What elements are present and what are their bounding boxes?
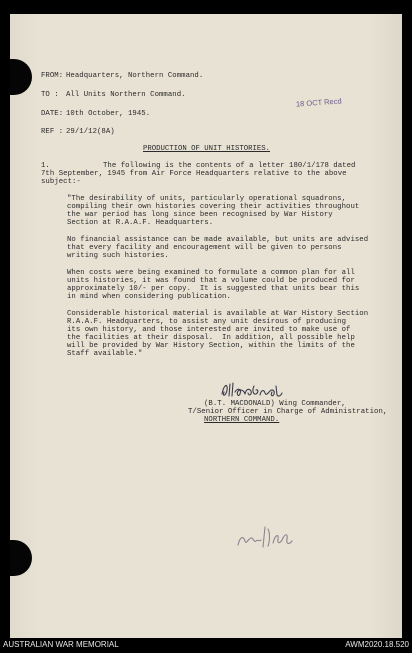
body-line: Section at R.A.A.F. Headquarters.: [67, 219, 214, 227]
body-line: that every facility and encouragement will be given to persons: [67, 244, 342, 252]
body-line: units histories, it was found that a volume could be produced for: [67, 277, 355, 285]
to-value: All Units Northern Command.: [66, 91, 186, 99]
body-line: R.A.A.F. Headquarters, to assist any unit desirous of producing: [67, 318, 347, 326]
pencil-annotation: [235, 521, 297, 551]
body-line: approximately 10/- per copy. It is suggested that units bear this: [67, 285, 360, 293]
body-line: the war period has long since been recognised by War History: [67, 211, 333, 219]
ref-value: 29/1/12(8A): [66, 128, 115, 136]
ref-label: REF :: [41, 128, 64, 136]
body-line: Considerable historical material is available at War History Section: [67, 310, 369, 318]
from-value: Headquarters, Northern Command.: [66, 72, 204, 80]
body-line: No financial assistance can be made available, but units are advised: [67, 236, 369, 244]
body-line: its own history, and those interested are invited to make use of: [67, 326, 351, 334]
punch-hole-bottom: [10, 540, 32, 576]
body-line: "The desirability of units, particularly operational squadrons,: [67, 195, 347, 203]
body-line: will be provided by War History Section, within the limits of the: [67, 342, 355, 350]
date-label: DATE:: [41, 110, 64, 118]
body-line: the facilities at their disposal. In addition, all possible help: [67, 334, 355, 342]
from-label: FROM:: [41, 72, 64, 80]
signatory-command: NORTHERN COMMAND.: [204, 416, 280, 424]
body-line: 1. The following is the contents of a letter 180/1/178 dated: [41, 162, 356, 170]
body-line: When costs were being examined to formulate a common plan for all: [67, 269, 355, 277]
received-stamp: 18 OCT Recd: [295, 96, 342, 109]
document-page: [10, 14, 402, 638]
handwritten-signature: [218, 380, 288, 402]
body-line: in mind when considering publication.: [67, 293, 231, 301]
body-line: 7th September, 1945 from Air Force Headquarters relative to the above: [41, 170, 347, 178]
body-line: Staff available.": [67, 350, 143, 358]
archive-footer: [0, 638, 412, 653]
signatory-title: T/Senior Officer in Charge of Administration,: [188, 408, 388, 416]
punch-hole-top: [10, 59, 32, 95]
footer-reference: AWM2020.18.520: [345, 640, 409, 649]
body-line: compiling their own histories covering their activities throughout: [67, 203, 360, 211]
footer-institution: AUSTRALIAN WAR MEMORIAL: [3, 640, 119, 649]
signatory-name: (B.T. MACDONALD) Wing Commander,: [204, 400, 346, 408]
body-line: subject:-: [41, 178, 81, 186]
to-label: TO :: [41, 91, 59, 99]
document-title: PRODUCTION OF UNIT HISTORIES.: [143, 145, 270, 153]
date-value: 10th October, 1945.: [66, 110, 151, 118]
body-line: writing such histories.: [67, 252, 169, 260]
